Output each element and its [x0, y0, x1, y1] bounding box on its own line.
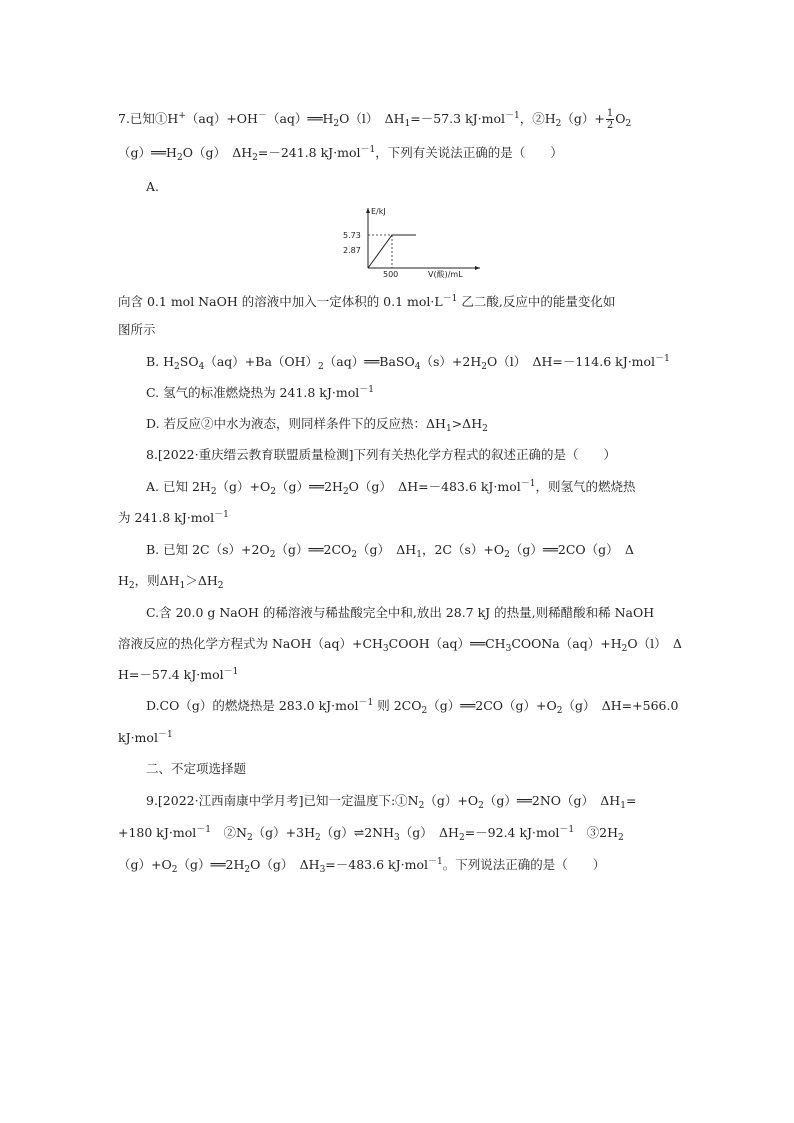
- x-axis-arrow: [475, 266, 480, 270]
- q9-line-2: +180 kJ·mol$^{-1}$ $②N_2(g)+3H_2(g)\rightleftharpoons 2NH_3(g)$ $\Delta H_2=-92.4$ kJ·mol$^{-1}$ $③2H_2$: [118, 825, 624, 843]
- q7-option-a-label: A.: [146, 179, 160, 194]
- y-tick-label: 5.73: [343, 231, 361, 240]
- q8-option-d-2: kJ·mol$^{-1}$: [118, 730, 173, 745]
- y-axis-label: E/kJ: [371, 207, 386, 216]
- x-axis-label: V(酸)/mL: [428, 270, 463, 279]
- q8-option-c-2: 溶液反应的热化学方程式为 $NaOH(aq)+CH_3COOH(aq)══CH_3COONa(aq)+H_2O(l)$ Δ: [118, 636, 682, 654]
- q7-line-1: 7.已知$①H^+(aq)+OH^-(aq)══H_2O(l)$ $\Delta H_1=-57.3$ kJ·mol$^{-1}$，$②H_2(g)+$ $\frac{1}{2}$ $O_2$: [118, 108, 632, 131]
- q8-option-a-2: 为 241.8 kJ·mol$^{-1}$: [118, 510, 229, 525]
- q7-option-d: D. 若反应②中水为液态，则同样条件下的反应热：$\Delta H_1>\Delta H_2$: [146, 416, 488, 434]
- y-tick-label: 2.87: [343, 246, 361, 255]
- q8-stem: 8.[2022·重庆缙云教育联盟质量检测]下列有关热化学方程式的叙述正确的是（ ）: [146, 447, 616, 462]
- q7-option-a-text: 向含 0.1 mol NaOH 的溶液中加入一定体积的 0.1 $mol\cdot L^{-1}$ 乙二酸,反应中的能量变化如: [118, 294, 616, 309]
- q8-option-d: D.CO（g）的燃烧热是 283.0 kJ·mol$^{-1}$ 则 $2CO_2(g)══2CO(g)+O_2(g)$ ΔH=+566.0: [146, 698, 679, 716]
- energy-chart: [340, 200, 490, 280]
- q8-option-c-3: H=－57.4 kJ·mol$^{-1}$: [118, 667, 239, 682]
- q7-option-a-text-2: 图所示: [118, 322, 156, 337]
- x-tick-label: 500: [383, 270, 399, 279]
- q7-option-b: B. $H_2SO_4(aq)+Ba(OH)_2(aq)══BaSO_4(s)+2H_2O(l)$ ΔH=－114.6 kJ·mol$^{-1}$: [146, 354, 670, 372]
- q8-option-a: A. 已知 $2H_2(g)+O_2(g)══2H_2O(g)$ ΔH=－483.6 kJ·mol$^{-1}$，则氢气的燃烧热: [146, 479, 636, 497]
- q9-line-3: $(g)+O_2(g)══2H_2O(g)$ $\Delta H_3=-483.6$ kJ·mol$^{-1}$。下列说法正确的是（ ）: [118, 857, 606, 875]
- q8-option-b-2: $H_2$，则$\Delta H_1>\Delta H_2$: [118, 573, 224, 591]
- section-heading: 二、不定项选择题: [146, 761, 247, 776]
- q7-line-2: $(g)══H_2O(g)$ $\Delta H_2=-241.8$ kJ·mol$^{-1}$，下列有关说法正确的是（ ）: [118, 145, 563, 163]
- q8-option-c: C.含 20.0 g NaOH 的稀溶液与稀盐酸完全中和,放出 28.7 kJ 的热量,则稀醋酸和稀 NaOH: [146, 605, 655, 620]
- one-half-fraction: $\frac{1}{2}$: [606, 108, 614, 131]
- q9-line-1: 9.[2022·江西南康中学月考]已知一定温度下$:①N_2(g)+O_2(g)══2NO(g)$ $\Delta H_1=$: [146, 793, 637, 811]
- q8-option-b: B. 已知 $2C(s)+2O_2(g)══2CO_2(g)$ $\Delta H_1$，$2C(s)+O_2(g)══2CO(g)$ Δ: [146, 542, 634, 560]
- y-axis-arrow: [366, 208, 370, 213]
- q7-option-c: C. 氢气的标准燃烧热为 241.8 kJ·mol$^{-1}$: [146, 385, 374, 400]
